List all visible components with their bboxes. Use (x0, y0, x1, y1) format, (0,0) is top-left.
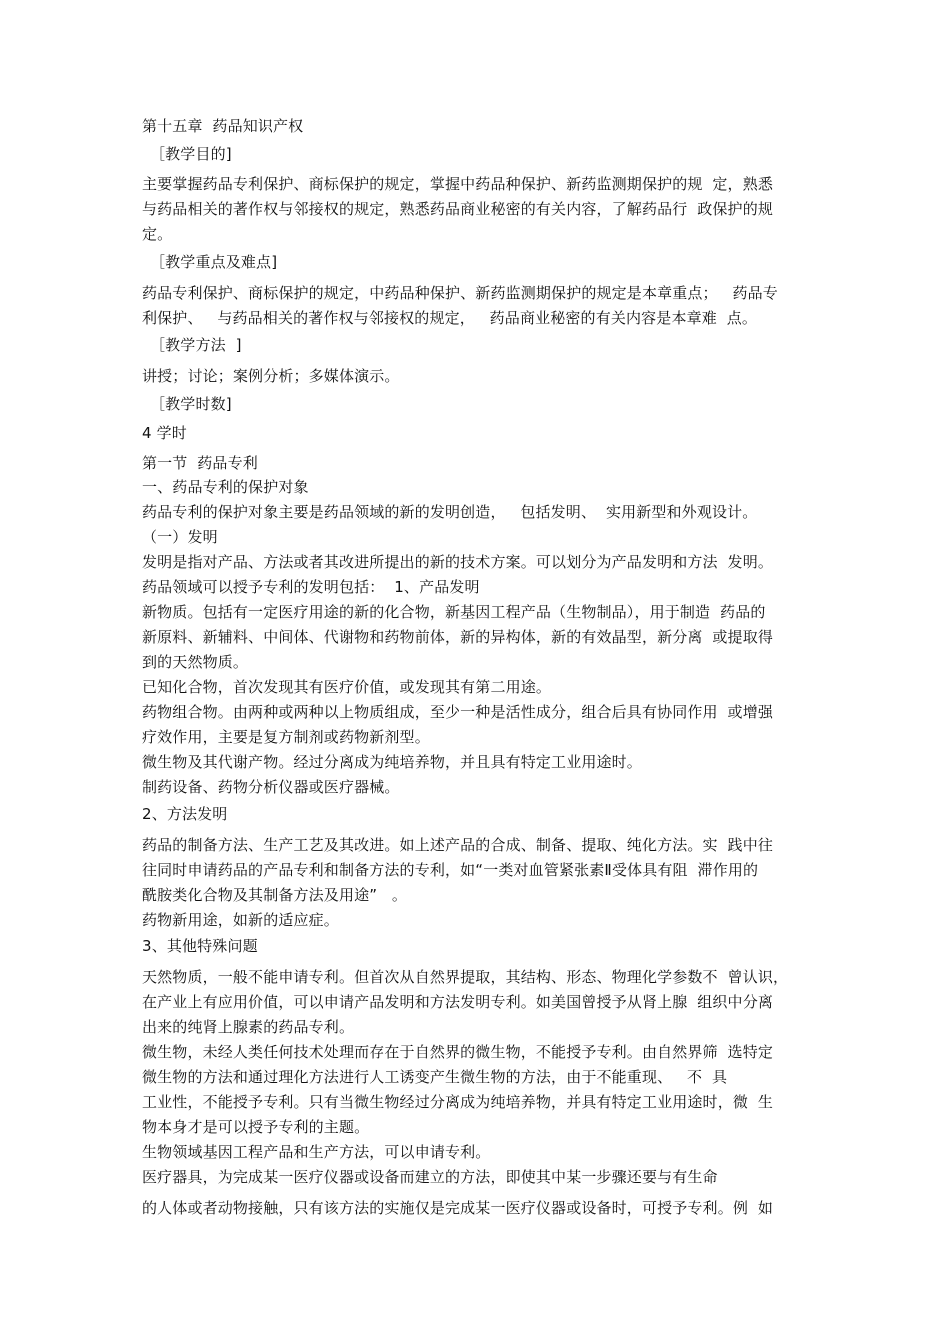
paragraph-line: 药品专利的保护对象主要是药品领域的新的发明创造， 包括发明、 实用新型和外观设计。 (142, 503, 758, 521)
paragraph-line: 主要掌握药品专利保护、商标保护的规定，掌握中药品种保护、新药监测期保护的规 定，熟悉 (142, 175, 773, 193)
paragraph-line: 发明是指对产品、方法或者其改进所提出的新的技术方案。可以划分为产品发明和方法 发明。 (142, 553, 773, 571)
section-heading: 第一节 药品专利 (142, 454, 258, 472)
paragraph-line: 药品专利保护、商标保护的规定，中药品种保护、新药监测期保护的规定是本章重点； 药品专 (142, 284, 778, 302)
paragraph-line: 微生物，未经人类任何技术处理而存在于自然界的微生物，不能授予专利。由自然界筛 选特定 (142, 1043, 773, 1061)
paragraph-line: 新原料、新辅料、中间体、代谢物和药物前体，新的异构体，新的有效晶型，新分离 或提取得 (142, 628, 773, 646)
paragraph-line: 的人体或者动物接触，只有该方法的实施仅是完成某一医疗仪器或设备时，可授予专利。例 如 (142, 1199, 773, 1217)
section-heading: ［教学目的] (150, 145, 232, 163)
paragraph-line: 疗效作用，主要是复方制剂或药物新剂型。 (142, 728, 430, 746)
paragraph-line: 与药品相关的著作权与邻接权的规定，熟悉药品商业秘密的有关内容，了解药品行 政保护的规 (142, 200, 773, 218)
section-heading: ［教学时数] (150, 395, 232, 413)
paragraph-line: 酰胺类化合物及其制备方法及用途” 。 (142, 886, 408, 904)
paragraph-line: 工业性，不能授予专利。只有当微生物经过分离成为纯培养物，并具有特定工业用途时，微 生 (142, 1093, 773, 1111)
paragraph-line: 药品领域可以授予专利的发明包括： 1、产品发明 (142, 578, 480, 596)
paragraph-line: 天然物质，一般不能申请专利。但首次从自然界提取，其结构、形态、物理化学参数不 曾认识， (142, 968, 789, 986)
section-heading: 3、其他特殊问题 (142, 937, 258, 955)
paragraph-line: 微生物的方法和通过理化方法进行人工诱变产生微生物的方法，由于不能重现、 不 具 (142, 1068, 728, 1086)
paragraph-line: 制药设备、药物分析仪器或医疗器械。 (142, 778, 400, 796)
section-heading: 一、药品专利的保护对象 (142, 478, 309, 496)
paragraph-line: 已知化合物，首次发现其有医疗价值，或发现其有第二用途。 (142, 678, 552, 696)
section-heading: ［教学重点及难点] (150, 253, 278, 271)
paragraph-line: 药品的制备方法、生产工艺及其改进。如上述产品的合成、制备、提取、纯化方法。实 践中往 (142, 836, 773, 854)
paragraph-line: 讲授；讨论；案例分析；多媒体演示。 (142, 367, 400, 385)
chapter-title: 第十五章 药品知识产权 (142, 117, 304, 135)
paragraph-line: 出来的纯肾上腺素的药品专利。 (142, 1018, 355, 1036)
paragraph-line: 医疗器具，为完成某一医疗仪器或设备而建立的方法，即使其中某一步骤还要与有生命 (142, 1168, 718, 1186)
paragraph-line: 往同时申请药品的产品专利和制备方法的专利，如“一类对血管紧张素Ⅱ受体具有阻 滞作用的 (142, 861, 759, 879)
paragraph-line: 微生物及其代谢产物。经过分离成为纯培养物，并且具有特定工业用途时。 (142, 753, 642, 771)
paragraph-line: 利保护、 与药品相关的著作权与邻接权的规定， 药品商业秘密的有关内容是本章难 点。 (142, 309, 758, 327)
section-heading: （一）发明 (142, 528, 218, 546)
section-heading: ［教学方法 ] (150, 336, 242, 354)
paragraph-line: 定。 (142, 225, 173, 243)
paragraph-line: 物本身才是可以授予专利的主题。 (142, 1118, 370, 1136)
section-heading: 2、方法发明 (142, 805, 228, 823)
paragraph-line: 生物领域基因工程产品和生产方法，可以申请专利。 (142, 1143, 491, 1161)
paragraph-line: 药物组合物。由两种或两种以上物质组成，至少一种是活性成分，组合后具有协同作用 或增强 (142, 703, 773, 721)
paragraph-line: 4 学时 (142, 424, 187, 442)
paragraph-line: 到的天然物质。 (142, 653, 249, 671)
paragraph-line: 药物新用途，如新的适应症。 (142, 911, 339, 929)
paragraph-line: 新物质。包括有一定医疗用途的新的化合物，新基因工程产品（生物制品），用于制造 药品的 (142, 603, 766, 621)
paragraph-line: 在产业上有应用价值，可以申请产品发明和方法发明专利。如美国曾授予从肾上腺 组织中分离 (142, 993, 773, 1011)
